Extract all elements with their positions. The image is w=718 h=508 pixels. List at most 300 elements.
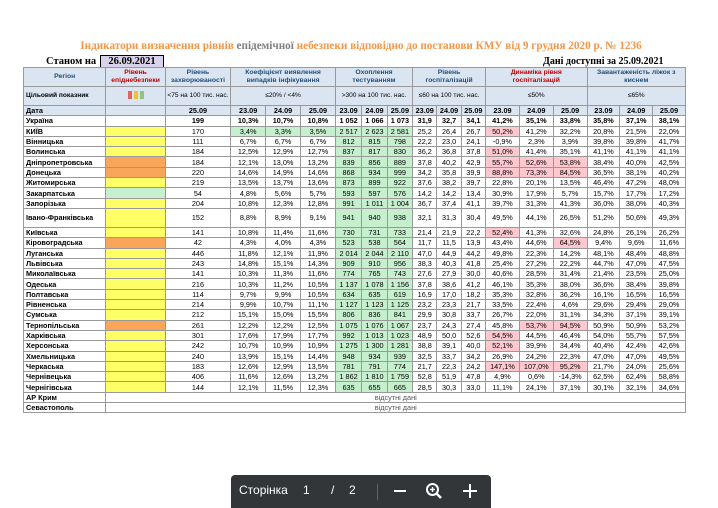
minus-icon xyxy=(389,480,411,502)
oxygen-cell: 50,9% xyxy=(587,320,620,330)
testing-cell: 564 xyxy=(387,238,412,248)
hosp-cell: 11,5 xyxy=(437,238,461,248)
testing-cell: 1 137 xyxy=(335,279,361,289)
epid-level-cell xyxy=(106,227,165,237)
traffic-light-swatch xyxy=(140,91,144,99)
detection-cell: 10,8% xyxy=(301,116,336,126)
testing-cell: 730 xyxy=(335,227,361,237)
oxygen-cell: 25,6% xyxy=(653,361,686,371)
oxygen-cell: 34,3% xyxy=(587,310,620,320)
target-testing: >300 на 100 тис. нас. xyxy=(335,87,412,106)
detection-cell: 17,6% xyxy=(231,330,266,340)
testing-cell: 991 xyxy=(335,198,361,208)
oxygen-cell: 29,6% xyxy=(587,300,620,310)
hosp-cell: 27,9 xyxy=(437,269,461,279)
oxygen-cell: 38,1% xyxy=(653,116,686,126)
oxygen-cell: 17,2% xyxy=(653,188,686,198)
country-total-row xyxy=(24,116,686,126)
oxygen-cell: 9,4% xyxy=(587,238,620,248)
morbidity-cell: 114 xyxy=(165,289,231,299)
total-pages: 2 xyxy=(349,483,356,497)
hosp-cell: 32,7 xyxy=(437,116,461,126)
testing-cell: 597 xyxy=(362,188,387,198)
table-row xyxy=(24,341,686,351)
traffic-light-icon xyxy=(106,87,165,106)
detection-cell: 13,9% xyxy=(231,351,266,361)
testing-cell: 1 275 xyxy=(335,341,361,351)
header-dynamics: Динаміка рівня госпіталізацій xyxy=(486,68,588,87)
dynamics-cell: 54,5% xyxy=(486,330,520,340)
oxygen-cell: 16,1% xyxy=(587,289,620,299)
hosp-cell: 29,9 xyxy=(413,310,437,320)
dynamics-cell: 35,1% xyxy=(519,116,553,126)
detection-cell: 14,6% xyxy=(301,167,336,177)
detection-cell: 13,5% xyxy=(231,178,266,188)
epid-level-cell xyxy=(106,178,165,188)
testing-cell: 733 xyxy=(387,227,412,237)
morbidity-cell: 54 xyxy=(165,188,231,198)
testing-cell: 1 013 xyxy=(362,330,387,340)
date-cell: 24.09 xyxy=(266,106,301,116)
hosp-cell: 41,1 xyxy=(461,198,485,208)
oxygen-cell: 21,7% xyxy=(587,361,620,371)
testing-cell: 538 xyxy=(362,238,387,248)
oxygen-cell: 48,1% xyxy=(587,248,620,258)
detection-cell: 13,7% xyxy=(266,178,301,188)
date-cell: 25.09 xyxy=(553,106,587,116)
oxygen-cell: 54,0% xyxy=(587,330,620,340)
table-row xyxy=(24,198,686,208)
hosp-cell: 37,4 xyxy=(437,198,461,208)
target-oxygen: ≤65% xyxy=(587,87,685,106)
epid-level-cell xyxy=(106,269,165,279)
detection-cell: 10,9% xyxy=(266,341,301,351)
detection-cell: 15,5% xyxy=(301,310,336,320)
region-name: Україна xyxy=(24,116,106,126)
table-row xyxy=(24,320,686,330)
hosp-cell: 21,4 xyxy=(413,227,437,237)
date-cell: 25.09 xyxy=(387,106,412,116)
testing-cell: 2 110 xyxy=(387,248,412,258)
table-row xyxy=(24,361,686,371)
epid-level-cell xyxy=(106,361,165,371)
oxygen-cell: 39,1% xyxy=(653,310,686,320)
oxygen-cell: 42,5% xyxy=(653,157,686,167)
detection-cell: 15,1% xyxy=(266,351,301,361)
dynamics-cell: 4,9% xyxy=(486,372,520,382)
dynamics-cell: 32,8% xyxy=(519,289,553,299)
detection-cell: 13,2% xyxy=(301,157,336,167)
oxygen-cell: 35,8% xyxy=(587,116,620,126)
epid-level-cell xyxy=(106,372,165,382)
date-cell: 24.09 xyxy=(362,106,387,116)
epid-level-cell xyxy=(106,300,165,310)
epid-level-cell xyxy=(106,320,165,330)
oxygen-cell: 37,1% xyxy=(620,116,653,126)
testing-cell: 812 xyxy=(335,136,361,146)
testing-cell: 619 xyxy=(387,289,412,299)
testing-cell: 1 052 xyxy=(335,116,361,126)
testing-cell: 2 623 xyxy=(362,126,387,136)
dynamics-cell: 95,2% xyxy=(553,361,587,371)
table-row xyxy=(24,269,686,279)
region-name: Хмельницька xyxy=(24,351,106,361)
hosp-cell: 13,4 xyxy=(461,188,485,198)
detection-cell: 11,5% xyxy=(266,382,301,392)
morbidity-cell: 144 xyxy=(165,382,231,392)
hosp-cell: 44,9 xyxy=(437,248,461,258)
detection-cell: 11,8% xyxy=(231,248,266,258)
hosp-cell: 40,2 xyxy=(437,157,461,167)
morbidity-cell: 152 xyxy=(165,208,231,227)
testing-cell: 999 xyxy=(387,167,412,177)
epid-level-cell xyxy=(106,310,165,320)
dynamics-cell: 88,8% xyxy=(486,167,520,177)
hosp-cell: 31,3 xyxy=(437,208,461,227)
morbidity-cell: 141 xyxy=(165,269,231,279)
testing-cell: 634 xyxy=(335,289,361,299)
dynamics-cell: 24,1% xyxy=(519,382,553,392)
testing-cell: 909 xyxy=(335,258,361,268)
detection-cell: 15,0% xyxy=(266,310,301,320)
dynamics-cell: 22,3% xyxy=(553,351,587,361)
header-region: Регіон xyxy=(24,68,106,87)
morbidity-cell: 184 xyxy=(165,147,231,157)
dynamics-cell: 11,1% xyxy=(486,382,520,392)
testing-cell: 665 xyxy=(387,382,412,392)
dynamics-cell: 25,4% xyxy=(486,258,520,268)
dynamics-cell: 37,1% xyxy=(553,382,587,392)
oxygen-cell: 41,1% xyxy=(653,147,686,157)
epid-level-cell xyxy=(106,208,165,227)
dynamics-cell: 73,3% xyxy=(519,167,553,177)
oxygen-cell: 39,8% xyxy=(587,136,620,146)
testing-cell: 1 004 xyxy=(387,198,412,208)
table-row xyxy=(24,136,686,146)
date-label: Дата xyxy=(24,106,106,116)
testing-cell: 939 xyxy=(387,351,412,361)
date-cell: 24.09 xyxy=(519,106,553,116)
table-row xyxy=(24,208,686,227)
testing-cell: 841 xyxy=(387,310,412,320)
detection-cell: 6,7% xyxy=(266,136,301,146)
hosp-cell: 23,2 xyxy=(413,300,437,310)
dynamics-cell: 0,6% xyxy=(519,372,553,382)
plus-icon xyxy=(459,480,481,502)
dynamics-cell: 44,1% xyxy=(519,208,553,227)
detection-cell: 10,9% xyxy=(301,341,336,351)
hosp-cell: 33,0 xyxy=(461,382,485,392)
table-row xyxy=(24,289,686,299)
epid-level-cell xyxy=(106,341,165,351)
morbidity-cell: 141 xyxy=(165,227,231,237)
detection-cell: 11,2% xyxy=(266,279,301,289)
oxygen-cell: 40,2% xyxy=(653,167,686,177)
region-name: АР Крим xyxy=(24,392,106,402)
testing-cell: 774 xyxy=(335,269,361,279)
hosp-cell: 17,0 xyxy=(437,289,461,299)
hosp-cell: 35,8 xyxy=(437,167,461,177)
detection-cell: 9,1% xyxy=(301,208,336,227)
oxygen-cell: 39,8% xyxy=(653,279,686,289)
hosp-cell: 13,9 xyxy=(461,238,485,248)
oxygen-cell: 34,6% xyxy=(653,382,686,392)
detection-cell: 15,1% xyxy=(231,310,266,320)
testing-cell: 1 123 xyxy=(362,300,387,310)
dynamics-cell: 41,3% xyxy=(519,227,553,237)
detection-cell: 12,1% xyxy=(266,248,301,258)
hosp-cell: 39,9 xyxy=(461,167,485,177)
hosp-cell: 26,7 xyxy=(461,126,485,136)
testing-cell: 791 xyxy=(362,361,387,371)
hosp-cell: 51,9 xyxy=(437,372,461,382)
table-row xyxy=(24,300,686,310)
testing-cell: 765 xyxy=(362,269,387,279)
hosp-cell: 23,0 xyxy=(437,136,461,146)
testing-cell: 941 xyxy=(335,208,361,227)
testing-cell: 815 xyxy=(362,136,387,146)
title-highlight: епідемічної xyxy=(236,40,294,52)
dynamics-cell: 20,1% xyxy=(519,178,553,188)
hosp-cell: 37,8 xyxy=(461,147,485,157)
detection-cell: 10,3% xyxy=(231,116,266,126)
oxygen-cell: 15,7% xyxy=(587,188,620,198)
morbidity-cell: 261 xyxy=(165,320,231,330)
epid-level-cell xyxy=(106,248,165,258)
toolbar-divider xyxy=(377,484,378,500)
oxygen-cell: 48,8% xyxy=(653,248,686,258)
testing-cell: 1 156 xyxy=(387,279,412,289)
oxygen-cell: 17,7% xyxy=(620,188,653,198)
morbidity-cell: 406 xyxy=(165,372,231,382)
detection-cell: 3,5% xyxy=(301,126,336,136)
header-detection: Коефіцієнт виявлення випадків інфікування xyxy=(231,68,336,87)
table-row xyxy=(24,330,686,340)
detection-cell: 9,9% xyxy=(266,289,301,299)
target-dynamics: ≤50% xyxy=(486,87,588,106)
testing-cell: 817 xyxy=(362,147,387,157)
detection-cell: 10,5% xyxy=(301,289,336,299)
detection-cell: 8,9% xyxy=(266,208,301,227)
detection-cell: 10,5% xyxy=(301,279,336,289)
hosp-cell: 11,7 xyxy=(413,238,437,248)
oxygen-cell: 25,0% xyxy=(653,269,686,279)
dynamics-cell: -14,3% xyxy=(553,372,587,382)
region-name: Одеська xyxy=(24,279,106,289)
oxygen-cell: 38,4% xyxy=(587,157,620,167)
table-row xyxy=(24,392,686,402)
testing-cell: 1 067 xyxy=(387,320,412,330)
table-row xyxy=(24,157,686,167)
table-row xyxy=(24,403,686,413)
region-name: Миколаївська xyxy=(24,269,106,279)
dynamics-cell: 51,0% xyxy=(486,147,520,157)
target-row xyxy=(24,87,686,106)
epid-level-cell xyxy=(106,167,165,177)
region-name: Сумська xyxy=(24,310,106,320)
hosp-cell: 16,9 xyxy=(413,289,437,299)
morbidity-cell: 183 xyxy=(165,361,231,371)
oxygen-cell: 32,1% xyxy=(620,382,653,392)
date-cell: 25.09 xyxy=(301,106,336,116)
testing-cell: 774 xyxy=(387,361,412,371)
date-cell: 23.09 xyxy=(413,106,437,116)
hosp-cell: 30,4 xyxy=(461,208,485,227)
hosp-cell: 21,7 xyxy=(461,300,485,310)
oxygen-cell: 37,1% xyxy=(620,310,653,320)
region-name: Полтавська xyxy=(24,289,106,299)
dynamics-cell: 2,3% xyxy=(519,136,553,146)
traffic-light-swatch xyxy=(128,91,132,99)
oxygen-cell: 9,6% xyxy=(620,238,653,248)
testing-cell: 1 076 xyxy=(362,320,387,330)
region-name: Херсонська xyxy=(24,341,106,351)
oxygen-cell: 46,4% xyxy=(587,178,620,188)
testing-cell: 934 xyxy=(362,351,387,361)
current-page-input[interactable]: 1 xyxy=(303,483,310,497)
oxygen-cell: 21,4% xyxy=(587,269,620,279)
testing-cell: 1 127 xyxy=(335,300,361,310)
document-title xyxy=(30,40,692,52)
morbidity-cell: 42 xyxy=(165,238,231,248)
detection-cell: 10,3% xyxy=(231,269,266,279)
detection-cell: 5,7% xyxy=(301,188,336,198)
oxygen-cell: 30,1% xyxy=(587,382,620,392)
morbidity-cell: 214 xyxy=(165,300,231,310)
region-name: Луганська xyxy=(24,248,106,258)
detection-cell: 13,0% xyxy=(266,157,301,167)
no-data-note: відсутні дані xyxy=(106,403,686,413)
dynamics-cell: 50,2% xyxy=(486,126,520,136)
morbidity-cell: 212 xyxy=(165,310,231,320)
hosp-cell: 34,2 xyxy=(413,167,437,177)
detection-cell: 14,9% xyxy=(266,167,301,177)
testing-cell: 2 581 xyxy=(387,126,412,136)
region-name: Львівська xyxy=(24,258,106,268)
dynamics-cell: 5,7% xyxy=(553,188,587,198)
dynamics-cell: 27,2% xyxy=(519,258,553,268)
detection-cell: 4,0% xyxy=(266,238,301,248)
dynamics-cell: 22,3% xyxy=(519,248,553,258)
hosp-cell: 52,8 xyxy=(413,372,437,382)
dynamics-cell: 64,5% xyxy=(553,238,587,248)
oxygen-cell: 47,2% xyxy=(620,178,653,188)
dynamics-cell: 36,2% xyxy=(553,289,587,299)
target-hosp: ≤60 на 100 тис. нас. xyxy=(413,87,486,106)
dynamics-cell: 46,1% xyxy=(486,279,520,289)
dynamics-cell: 53,8% xyxy=(553,157,587,167)
detection-cell: 17,9% xyxy=(266,330,301,340)
pdf-toolbar xyxy=(231,475,491,508)
detection-cell: 12,5% xyxy=(231,147,266,157)
oxygen-cell: 51,2% xyxy=(587,208,620,227)
table-row xyxy=(24,382,686,392)
region-name: Черкаська xyxy=(24,361,106,371)
hosp-cell: 27,4 xyxy=(461,320,485,330)
detection-cell: 13,6% xyxy=(301,178,336,188)
hosp-cell: 18,2 xyxy=(461,289,485,299)
dynamics-cell: 22,4% xyxy=(519,300,553,310)
zoom-fit-button[interactable] xyxy=(423,480,445,502)
detection-cell: 12,6% xyxy=(231,361,266,371)
hosp-cell: 33,7 xyxy=(437,351,461,361)
detection-cell: 11,6% xyxy=(301,269,336,279)
target-detection: ≤20% / <4% xyxy=(231,87,336,106)
zoom-in-button[interactable] xyxy=(459,480,481,502)
testing-cell: 2 517 xyxy=(335,126,361,136)
zoom-out-button[interactable] xyxy=(389,480,411,502)
epid-level-cell xyxy=(106,289,165,299)
detection-cell: 11,1% xyxy=(301,300,336,310)
testing-cell: 1 075 xyxy=(335,320,361,330)
testing-cell: 743 xyxy=(387,269,412,279)
dynamics-cell: 84,5% xyxy=(553,167,587,177)
table-row xyxy=(24,351,686,361)
testing-cell: 781 xyxy=(335,361,361,371)
detection-cell: 12,1% xyxy=(231,157,266,167)
oxygen-cell: 36,6% xyxy=(587,279,620,289)
epid-level-cell xyxy=(106,238,165,248)
hosp-cell: 40,0 xyxy=(461,341,485,351)
detection-cell: 3,3% xyxy=(266,126,301,136)
dynamics-cell: 41,2% xyxy=(519,126,553,136)
header-morbidity: Рівень захворюваності xyxy=(165,68,231,87)
dynamics-cell: 33,5% xyxy=(486,300,520,310)
table-row xyxy=(24,310,686,320)
testing-cell: 576 xyxy=(387,188,412,198)
testing-cell: 798 xyxy=(387,136,412,146)
hosp-cell: 38,3 xyxy=(413,258,437,268)
dynamics-cell: 52,6% xyxy=(519,157,553,167)
oxygen-cell: 22,0% xyxy=(653,126,686,136)
testing-cell: 655 xyxy=(362,382,387,392)
hosp-cell: 26,4 xyxy=(437,126,461,136)
data-available-note: Дані доступні за 25.09.2021 xyxy=(543,56,664,67)
detection-cell: 6,7% xyxy=(231,136,266,146)
table-row xyxy=(24,248,686,258)
epid-level-cell xyxy=(106,330,165,340)
region-name: Тернопільська xyxy=(24,320,106,330)
testing-cell: 868 xyxy=(335,167,361,177)
hosp-cell: 30,8 xyxy=(437,310,461,320)
oxygen-cell: 38,0% xyxy=(620,198,653,208)
region-name: Дніпропетровська xyxy=(24,157,106,167)
testing-cell: 910 xyxy=(362,258,387,268)
epid-level-cell xyxy=(106,116,165,126)
hosp-cell: 37,8 xyxy=(413,157,437,167)
dynamics-cell: 4,6% xyxy=(553,300,587,310)
hosp-cell: 34,1 xyxy=(461,116,485,126)
hosp-cell: 33,7 xyxy=(461,310,485,320)
hosp-cell: 41,2 xyxy=(461,279,485,289)
morbidity-cell: 240 xyxy=(165,351,231,361)
epid-level-cell xyxy=(106,279,165,289)
oxygen-cell: 40,4% xyxy=(587,341,620,351)
hosp-cell: 38,2 xyxy=(437,178,461,188)
testing-cell: 922 xyxy=(387,178,412,188)
hosp-cell: 38,6 xyxy=(437,279,461,289)
detection-cell: 4,3% xyxy=(301,238,336,248)
testing-cell: 635 xyxy=(362,289,387,299)
dynamics-cell: 45,8% xyxy=(486,320,520,330)
morbidity-cell: 184 xyxy=(165,157,231,167)
detection-cell: 12,9% xyxy=(266,147,301,157)
date-cell: 24.09 xyxy=(437,106,461,116)
epid-level-cell xyxy=(106,126,165,136)
hosp-cell: 22,2 xyxy=(461,227,485,237)
oxygen-cell: 47,5% xyxy=(653,258,686,268)
oxygen-cell: 58,8% xyxy=(653,372,686,382)
